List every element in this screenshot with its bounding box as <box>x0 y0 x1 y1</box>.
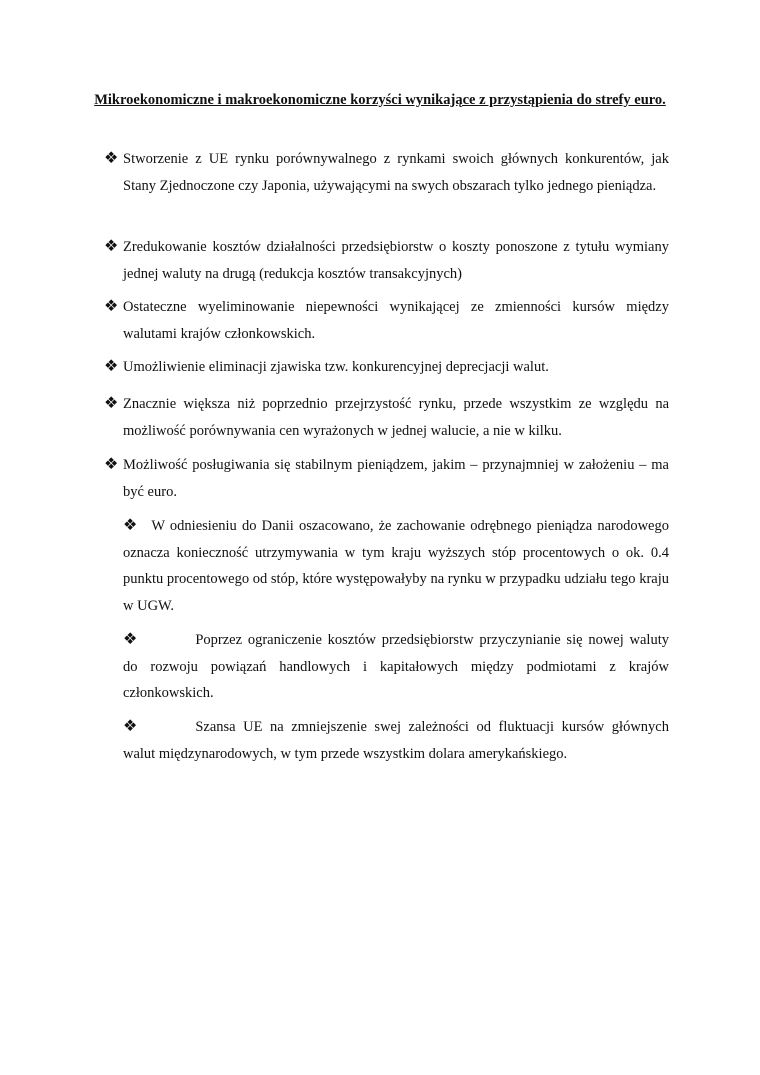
list-item-text: Stworzenie z UE rynku porównywalnego z rynkami swoich głównych konkurentów, jak Stany Zjednoczone czy Japonia, używającymi na swych obszarach tylko jednego pieniądza. <box>123 151 669 194</box>
list-item <box>104 452 669 505</box>
list-item-text: Ostateczne wyeliminowanie niepewności wynikającej ze zmienności kursów między walutami krajów członkowskich. <box>123 299 669 342</box>
diamond-bullet-icon: ❖ <box>104 454 119 473</box>
sub-list-item <box>123 626 669 707</box>
diamond-bullet-icon: ❖ <box>104 296 119 315</box>
diamond-bullet-icon: ❖ <box>123 716 138 735</box>
list-item <box>104 294 669 347</box>
list-item <box>104 146 669 199</box>
diamond-bullet-icon: ❖ <box>123 629 138 648</box>
sub-list-item <box>123 713 669 767</box>
sub-list-item-text: Poprzez ograniczenie kosztów przedsiębiorstw przyczynianie się nowej waluty do rozwoju powiązań handlowych i kapitałowych między podmiotami z krajów członkowskich. <box>123 632 669 701</box>
document-title: Mikroekonomiczne i makroekonomiczne korzyści wynikające z przystąpienia do strefy euro. <box>94 92 666 108</box>
list-item <box>104 234 669 287</box>
diamond-bullet-icon: ❖ <box>104 393 119 412</box>
diamond-bullet-icon: ❖ <box>104 236 119 255</box>
diamond-bullet-icon: ❖ <box>123 515 138 534</box>
list-item-text: Umożliwienie eliminacji zjawiska tzw. konkurencyjnej deprecjacji walut. <box>123 359 549 375</box>
diamond-bullet-icon: ❖ <box>104 148 119 167</box>
list-item-text: Znacznie większa niż poprzednio przejrzystość rynku, przede wszystkim ze względu na możliwość porównywania cen wyrażonych w jednej walucie, a nie w kilku. <box>123 396 669 439</box>
sub-list-item-text: W odniesieniu do Danii oszacowano, że zachowanie odrębnego pieniądza narodowego oznacza konieczność utrzymywania w tym kraju wyższych stóp procentowych o ok. 0.4 punktu procentowego od stóp, które występowałyby na rynku w przypadku udziału tego kraju w UGW. <box>123 518 669 614</box>
list-item-text: Zredukowanie kosztów działalności przedsiębiorstw o koszty ponoszone z tytułu wymiany jednej waluty na drugą (redukcja kosztów transakcyjnych) <box>123 239 669 282</box>
sub-list-item-text: Szansa UE na zmniejszenie swej zależności od fluktuacji kursów głównych walut międzynarodowych, w tym przede wszystkim dolara amerykańskiego. <box>123 719 669 762</box>
sub-list-item <box>123 512 669 619</box>
diamond-bullet-icon: ❖ <box>104 356 119 375</box>
list-item <box>104 391 669 444</box>
list-item-text: Możliwość posługiwania się stabilnym pieniądzem, jakim – przynajmniej w założeniu – ma być euro. <box>123 457 669 500</box>
list-item <box>104 354 669 381</box>
